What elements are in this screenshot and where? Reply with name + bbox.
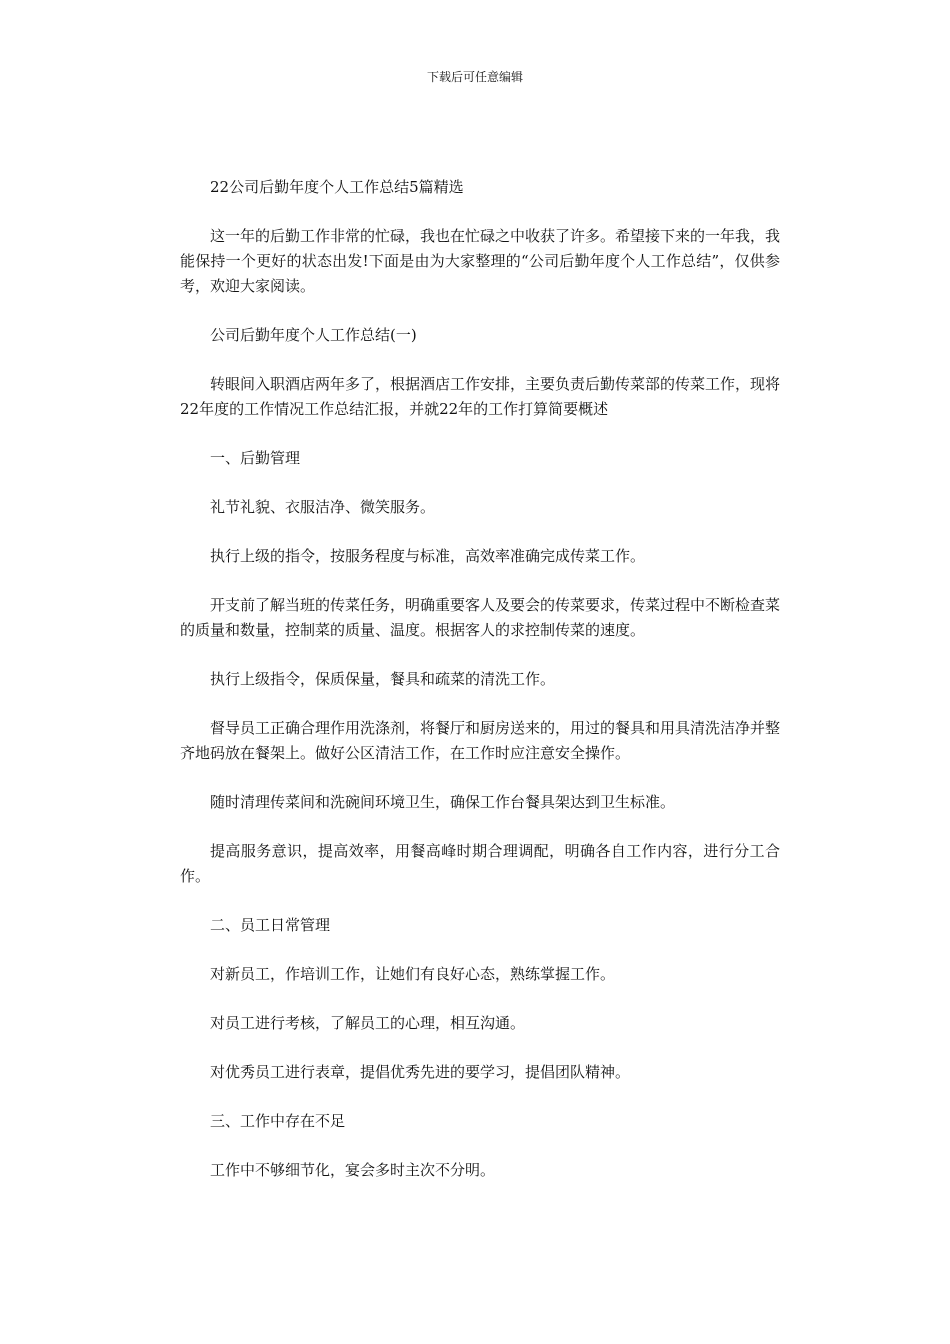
body-paragraph: 对员工进行考核，了解员工的心理，相互沟通。 [210,1014,526,1032]
document-body [180,175,780,1207]
body-paragraph: 工作中不够细节化，宴会多时主次不分明。 [210,1161,496,1179]
section-heading: 二、员工日常管理 [210,916,331,934]
document-title: 22公司后勤年度个人工作总结5篇精选 [210,178,464,196]
intro-paragraph: 这一年的后勤工作非常的忙碌，我也在忙碌之中收获了许多。希望接下来的一年我，我能保持一个更好的状态出发!下面是由为大家整理的“公司后勤年度个人工作总结”，仅供参考，欢迎大家阅读。 [180,227,781,295]
section-heading: 一、后勤管理 [210,449,301,467]
page-header: 下载后可任意编辑 [426,70,523,84]
body-paragraph: 礼节礼貌、衣服洁净、微笑服务。 [210,498,436,516]
body-paragraph: 转眼间入职酒店两年多了，根据酒店工作安排，主要负责后勤传菜部的传菜工作，现将22年度的工作情况工作总结汇报，并就22年的工作打算简要概述 [180,375,781,418]
section-title-part-one: 公司后勤年度个人工作总结(一) [210,326,417,344]
body-paragraph: 执行上级的指令，按服务程度与标准，高效率准确完成传菜工作。 [210,547,646,565]
body-paragraph: 执行上级指令，保质保量，餐具和疏菜的清洗工作。 [210,670,556,688]
section-heading: 三、工作中存在不足 [210,1112,346,1130]
body-paragraph: 提高服务意识，提高效率，用餐高峰时期合理调配，明确各自工作内容，进行分工合作。 [180,842,780,885]
body-paragraph: 对新员工，作培训工作，让她们有良好心态，熟练掌握工作。 [210,965,616,983]
body-paragraph: 开支前了解当班的传菜任务，明确重要客人及要会的传菜要求，传菜过程中不断检查菜的质量和数量，控制菜的质量、温度。根据客人的求控制传菜的速度。 [180,596,781,639]
body-paragraph: 督导员工正确合理作用洗涤剂，将餐厅和厨房送来的，用过的餐具和用具清洗洁净并整齐地码放在餐架上。做好公区清洁工作，在工作时应注意安全操作。 [180,719,781,762]
body-paragraph: 对优秀员工进行表章，提倡优秀先进的要学习，提倡团队精神。 [210,1063,631,1081]
body-paragraph: 随时清理传菜间和洗碗间环境卫生，确保工作台餐具架达到卫生标准。 [210,793,676,811]
